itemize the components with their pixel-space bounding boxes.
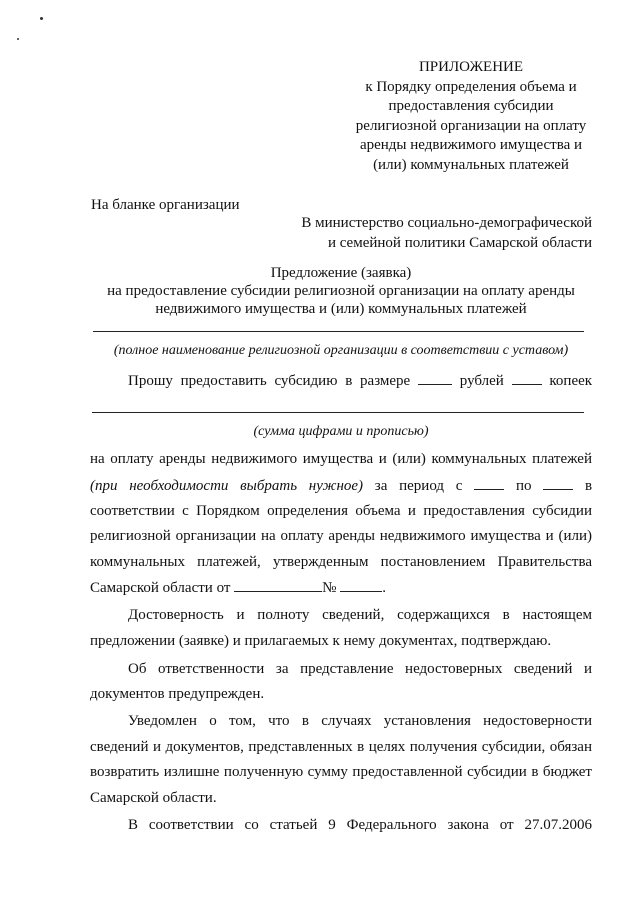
paragraph-line: Уведомлен о том, что в случаях установления недостоверности <box>128 713 592 729</box>
body-line-period: (при необходимости выбрать нужное) за период с по в <box>90 478 593 494</box>
appendix-title: ПРИЛОЖЕНИЕ <box>418 59 524 75</box>
kopecks-blank <box>512 372 542 385</box>
period-to-blank <box>543 477 573 490</box>
appendix-line: к Порядку определения объема и <box>365 78 577 95</box>
paragraph-line: возвратить излишне полученную сумму предоставленной субсидии в бюджет <box>90 764 592 780</box>
body-line: на оплату аренды недвижимого имущества и (или) коммунальных платежей <box>90 451 592 467</box>
org-name-fill-line <box>93 331 584 332</box>
kopecks-label: копеек <box>549 373 593 389</box>
amount-fill-line <box>92 412 584 413</box>
appendix-line: предоставления субсидии <box>388 98 554 114</box>
scan-speck <box>17 38 19 40</box>
paragraph-line: предложении (заявке) и прилагаемых к нему документах, подтверждаю. <box>90 633 552 649</box>
appendix-line: (или) коммунальных платежей <box>373 156 569 173</box>
org-name-caption: (полное наименование религиозной организации в соответствии с уставом) <box>113 343 569 358</box>
period-from-blank <box>474 477 504 490</box>
body-line: соответствии с Порядком определения объема и предоставления субсидии <box>90 503 592 519</box>
paragraph-line: Об ответственности за представление недостоверных сведений и <box>128 661 592 677</box>
addressee-line: В министерство социально-демографической <box>301 215 592 231</box>
rubles-label: рублей <box>459 373 504 389</box>
appendix-header <box>340 58 602 175</box>
addressee <box>296 213 592 253</box>
body-line-resolution: Самарской области от № . <box>90 580 386 596</box>
paragraph-line: Достоверность и полноту сведений, содержащихся в настоящем <box>128 607 592 623</box>
body-line: коммунальных платежей, утвержденным постановлением Правительства <box>90 554 592 570</box>
paragraph-line: В соответствии со статьей 9 Федерального закона от 27.07.2006 <box>128 817 592 833</box>
resolution-number-blank <box>340 579 382 592</box>
resolution-date-blank <box>234 579 322 592</box>
form-title <box>86 264 596 318</box>
form-heading: Предложение (заявка) <box>270 265 412 281</box>
request-line <box>88 372 592 390</box>
form-subtitle-line: на предоставление субсидии религиозной организации на оплату аренды <box>107 283 575 299</box>
paragraph-line: Самарской области. <box>90 790 217 806</box>
choose-note: (при необходимости выбрать нужное) <box>90 478 364 494</box>
rubles-blank <box>418 372 452 385</box>
paragraph-line: документов предупрежден. <box>90 686 265 702</box>
scan-speck <box>40 17 43 20</box>
appendix-line: аренды недвижимого имущества и <box>359 137 583 153</box>
letterhead-note: На бланке организации <box>91 197 240 213</box>
form-subtitle-line: недвижимого имущества и (или) коммунальных платежей <box>155 301 527 317</box>
request-text: Прошу предоставить субсидию в размере <box>128 373 411 389</box>
body-line: религиозной организации на оплату аренды недвижимого имущества и (или) <box>90 528 592 544</box>
addressee-line: и семейной политики Самарской области <box>327 235 592 251</box>
paragraph-line: сведений и документов, представленных в целях получения субсидии, обязан <box>90 739 592 755</box>
appendix-line: религиозной организации на оплату <box>355 117 587 134</box>
amount-caption: (сумма цифрами и прописью) <box>253 424 429 439</box>
